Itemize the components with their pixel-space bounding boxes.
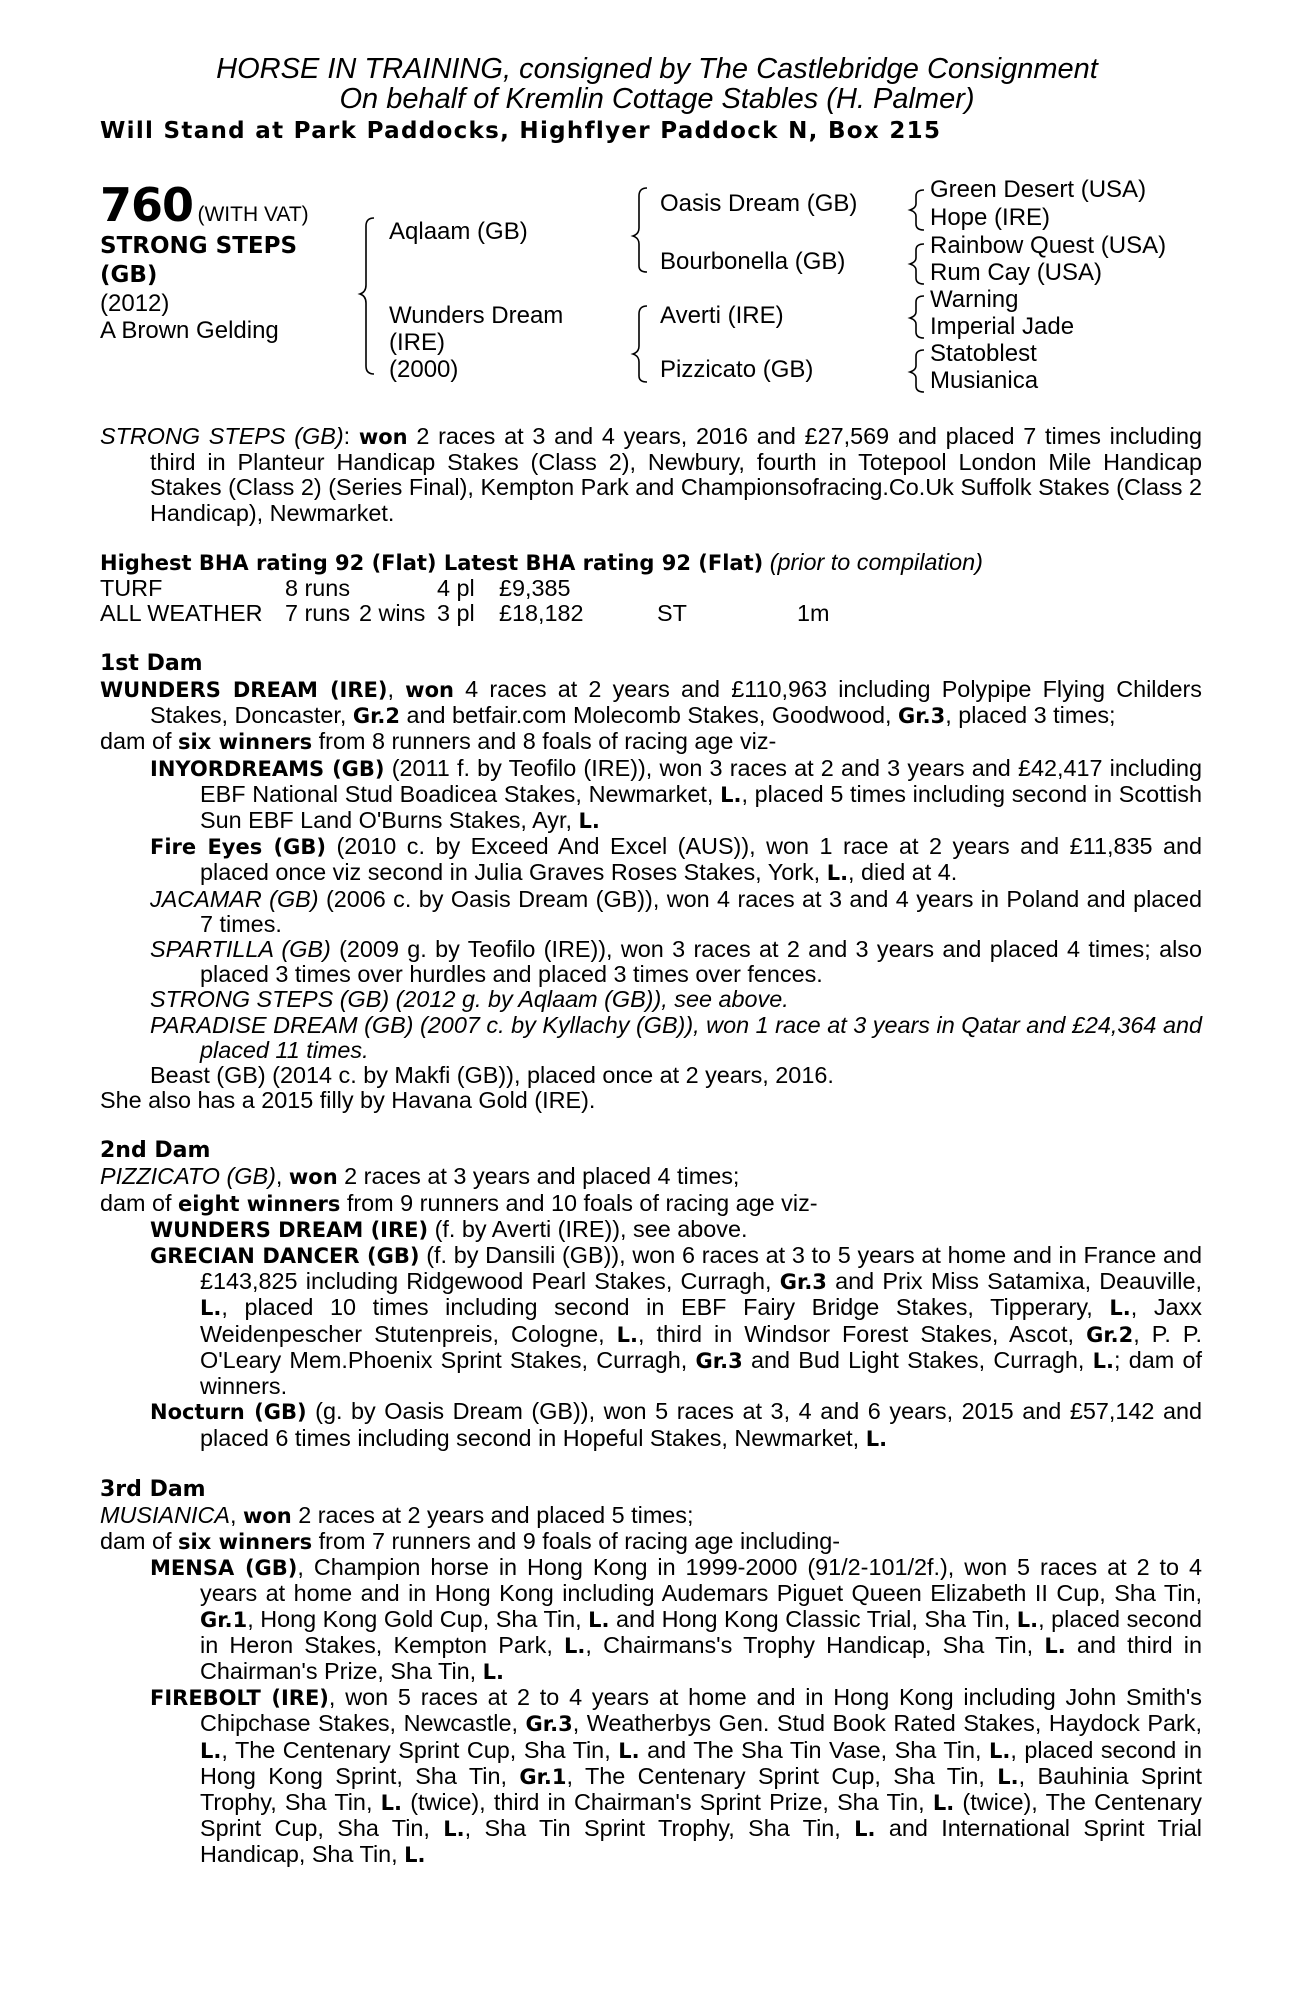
dam-name-line3: (2000) bbox=[389, 356, 459, 383]
gen3-sss: Green Desert (USA) bbox=[930, 176, 1147, 203]
gen3-sds: Rainbow Quest (USA) bbox=[930, 232, 1167, 259]
race-summary: STRONG STEPS (GB): won 2 races at 3 and 4 years, 2016 and £27,569 and placed 7 times including third in Planteur Handicap Stakes (Class 2), Newbury, fourth in Totepool London Mile Handicap Stakes (Class 2) (Series Final), Kempton Park and Championsofracing.Co.Uk Suffolk Stakes (Class 2 Handicap), Newmarket. bbox=[100, 423, 1202, 526]
third-dam-heading: 3rd Dam bbox=[100, 1476, 206, 1502]
produce-jacamar: JACAMAR (GB) (2006 c. by Oasis Dream (GB)), won 4 races at 3 and 4 years in Poland and placed 7 times. bbox=[150, 885, 1202, 937]
produce-paradise-dream: PARADISE DREAM (GB) (2007 c. by Kyllachy (GB)), won 1 race at 3 years in Qatar and £24,364 and placed 11 times. bbox=[150, 1011, 1202, 1063]
produce-mensa: MENSA (GB), Champion horse in Hong Kong in 1999-2000 (91/2-101/2f.), won 5 races at 2 to 4 years at home and in Hong Kong including Audemars Piguet Queen Elizabeth II Cup, Sha Tin, Gr.1, Hong Kong Gold Cup, Sha Tin, L. and Hong Kong Classic Trial, Sha Tin, L., placed second in Heron Stakes, Kempton Park, L., Chairmans's Trophy Handicap, Sha Tin, L. and third in Chairman's Prize, Sha Tin, L. bbox=[150, 1554, 1203, 1684]
sire-dam-name: Bourbonella (GB) bbox=[660, 248, 846, 275]
location-line: Will Stand at Park Paddocks, Highflyer Paddock N, Box 215 bbox=[100, 118, 942, 144]
dam-name-line1: Wunders Dream bbox=[389, 302, 564, 329]
bracket-dam bbox=[633, 306, 647, 382]
first-dam-record: WUNDERS DREAM (IRE), won 4 races at 2 years and £110,963 including Polypipe Flying Childers Stakes, Doncaster, Gr.2 and betfair.com Molecomb Stakes, Goodwood, Gr.3, placed 3 times; bbox=[100, 676, 1202, 729]
produce-beast: Beast (GB) (2014 c. by Makfi (GB)), placed once at 2 years, 2016. bbox=[150, 1062, 834, 1089]
on-behalf-line: On behalf of Kremlin Cottage Stables (H. Palmer) bbox=[339, 83, 975, 115]
bracket-ds bbox=[910, 296, 924, 338]
dam-name-line2: (IRE) bbox=[389, 329, 445, 356]
foaling-year: (2012) bbox=[100, 290, 170, 317]
gen3-ddd: Musianica bbox=[930, 367, 1039, 394]
third-dam-record: MUSIANICA, won 2 races at 2 years and placed 5 times; bbox=[100, 1501, 694, 1528]
third-dam-produce-intro: dam of six winners from 7 runners and 9 foals of racing age including- bbox=[100, 1527, 841, 1554]
bracket-ss bbox=[910, 190, 924, 230]
produce-spartilla: SPARTILLA (GB) (2009 g. by Teofilo (IRE)), won 3 races at 2 and 3 years and placed 4 times; also placed 3 times over hurdles and placed 3 times over fences. bbox=[150, 936, 1202, 988]
horse-name-line2: (GB) bbox=[100, 262, 158, 288]
sire-name: Aqlaam (GB) bbox=[389, 218, 528, 245]
bracket-sd bbox=[910, 244, 924, 284]
vat-note: (WITH VAT) bbox=[197, 203, 309, 226]
second-dam-record: PIZZICATO (GB), won 2 races at 3 years and placed 4 times; bbox=[100, 1163, 740, 1190]
produce-grecian-dancer: GRECIAN DANCER (GB) (f. by Dansili (GB)), won 6 races at 3 to 5 years at home and in France and £143,825 including Ridgewood Pearl Stakes, Curragh, Gr.3 and Prix Miss Satamixa, Deauville, L., placed 10 times including second in EBF Fairy Bridge Stakes, Tipperary, L., Jaxx Weidenpescher Stutenpreis, Cologne, L., third in Windsor Forest Stakes, Ascot, Gr.2, P. P. O'Leary Mem.Phoenix Sprint Stakes, Curragh, Gr.3 and Bud Light Stakes, Curragh, L.; dam of winners. bbox=[150, 1242, 1203, 1400]
first-dam-produce-intro: dam of six winners from 8 runners and 8 foals of racing age viz- bbox=[100, 728, 777, 755]
first-dam-heading: 1st Dam bbox=[100, 651, 203, 677]
gen3-ssd: Hope (IRE) bbox=[930, 204, 1051, 231]
gen3-dds: Statoblest bbox=[930, 340, 1037, 367]
summary-horse-name: STRONG STEPS (GB) bbox=[100, 423, 344, 449]
bracket-sire bbox=[633, 188, 647, 272]
rating-bold: Highest BHA rating 92 (Flat) Latest BHA rating 92 (Flat) bbox=[100, 550, 764, 575]
rating-line bbox=[100, 550, 1202, 576]
table-row: ALL WEATHER 7 runs 2 wins 3 pl £18,182 ST 1m bbox=[100, 600, 830, 627]
catalogue-body bbox=[100, 424, 1202, 1869]
produce-inyordreams: INYORDREAMS (GB) (2011 f. by Teofilo (IRE)), won 3 races at 2 and 3 years and £42,417 including EBF National Stud Boadicea Stakes, Newmarket, L., placed 5 times including second in Scottish Sun EBF Land O'Burns Stakes, Ayr, L. bbox=[150, 754, 1203, 834]
sire-sire-name: Oasis Dream (GB) bbox=[660, 190, 858, 217]
bracket-dd bbox=[910, 350, 924, 392]
second-dam-heading: 2nd Dam bbox=[100, 1138, 211, 1164]
race-record-table bbox=[100, 576, 830, 626]
produce-fire-eyes: Fire Eyes (GB) (2010 c. by Exceed And Excel (AUS)), won 1 race at 2 years and £11,835 and placed once viz second in Julia Graves Roses Stakes, York, L., died at 4. bbox=[150, 833, 1203, 886]
table-row: TURF 8 runs 4 pl £9,385 bbox=[100, 575, 571, 602]
produce-firebolt: FIREBOLT (IRE), won 5 races at 2 to 4 years at home and in Hong Kong including John Smith's Chipchase Stakes, Newcastle, Gr.3, Weatherbys Gen. Stud Book Rated Stakes, Haydock Park, L., The Centenary Sprint Cup, Sha Tin, L. and The Sha Tin Vase, Sha Tin, L., placed second in Hong Kong Sprint, Sha Tin, Gr.1, The Centenary Sprint Cup, Sha Tin, L., Bauhinia Sprint Trophy, Sha Tin, L. (twice), third in Chairman's Sprint Prize, Sha Tin, L. (twice), The Centenary Sprint Cup, Sha Tin, L., Sha Tin Sprint Trophy, Sha Tin, L. and International Sprint Trial Handicap, Sha Tin, L. bbox=[150, 1684, 1203, 1868]
dam-sire-name: Averti (IRE) bbox=[660, 302, 784, 329]
horse-description: A Brown Gelding bbox=[100, 317, 279, 344]
produce-strong-steps: STRONG STEPS (GB) (2012 g. by Aqlaam (GB)), see above. bbox=[150, 986, 789, 1013]
first-dam-also-note: She also has a 2015 filly by Havana Gold (IRE). bbox=[100, 1087, 596, 1114]
gen3-dsd: Imperial Jade bbox=[930, 313, 1075, 340]
horse-name-line1: STRONG STEPS bbox=[100, 233, 298, 259]
second-dam-produce-intro: dam of eight winners from 9 runners and 10 foals of racing age viz- bbox=[100, 1189, 818, 1216]
pedigree-brackets bbox=[0, 0, 1314, 420]
gen3-dss: Warning bbox=[930, 286, 1019, 313]
consignor-line: HORSE IN TRAINING, consigned by The Castlebridge Consignment bbox=[216, 53, 1098, 85]
produce-wunders-dream: WUNDERS DREAM (IRE) (f. by Averti (IRE)), see above. bbox=[150, 1215, 748, 1242]
bracket-gen1 bbox=[360, 218, 374, 374]
produce-nocturn: Nocturn (GB) (g. by Oasis Dream (GB)), won 5 races at 3, 4 and 6 years, 2015 and £57,142 and placed 6 times including second in Hopeful Stakes, Newmarket, L. bbox=[150, 1398, 1203, 1451]
rating-note: (prior to compilation) bbox=[769, 548, 983, 575]
lot-number: 760 bbox=[100, 178, 194, 232]
dam-dam-name: Pizzicato (GB) bbox=[660, 356, 814, 383]
gen3-sdd: Rum Cay (USA) bbox=[930, 259, 1103, 286]
